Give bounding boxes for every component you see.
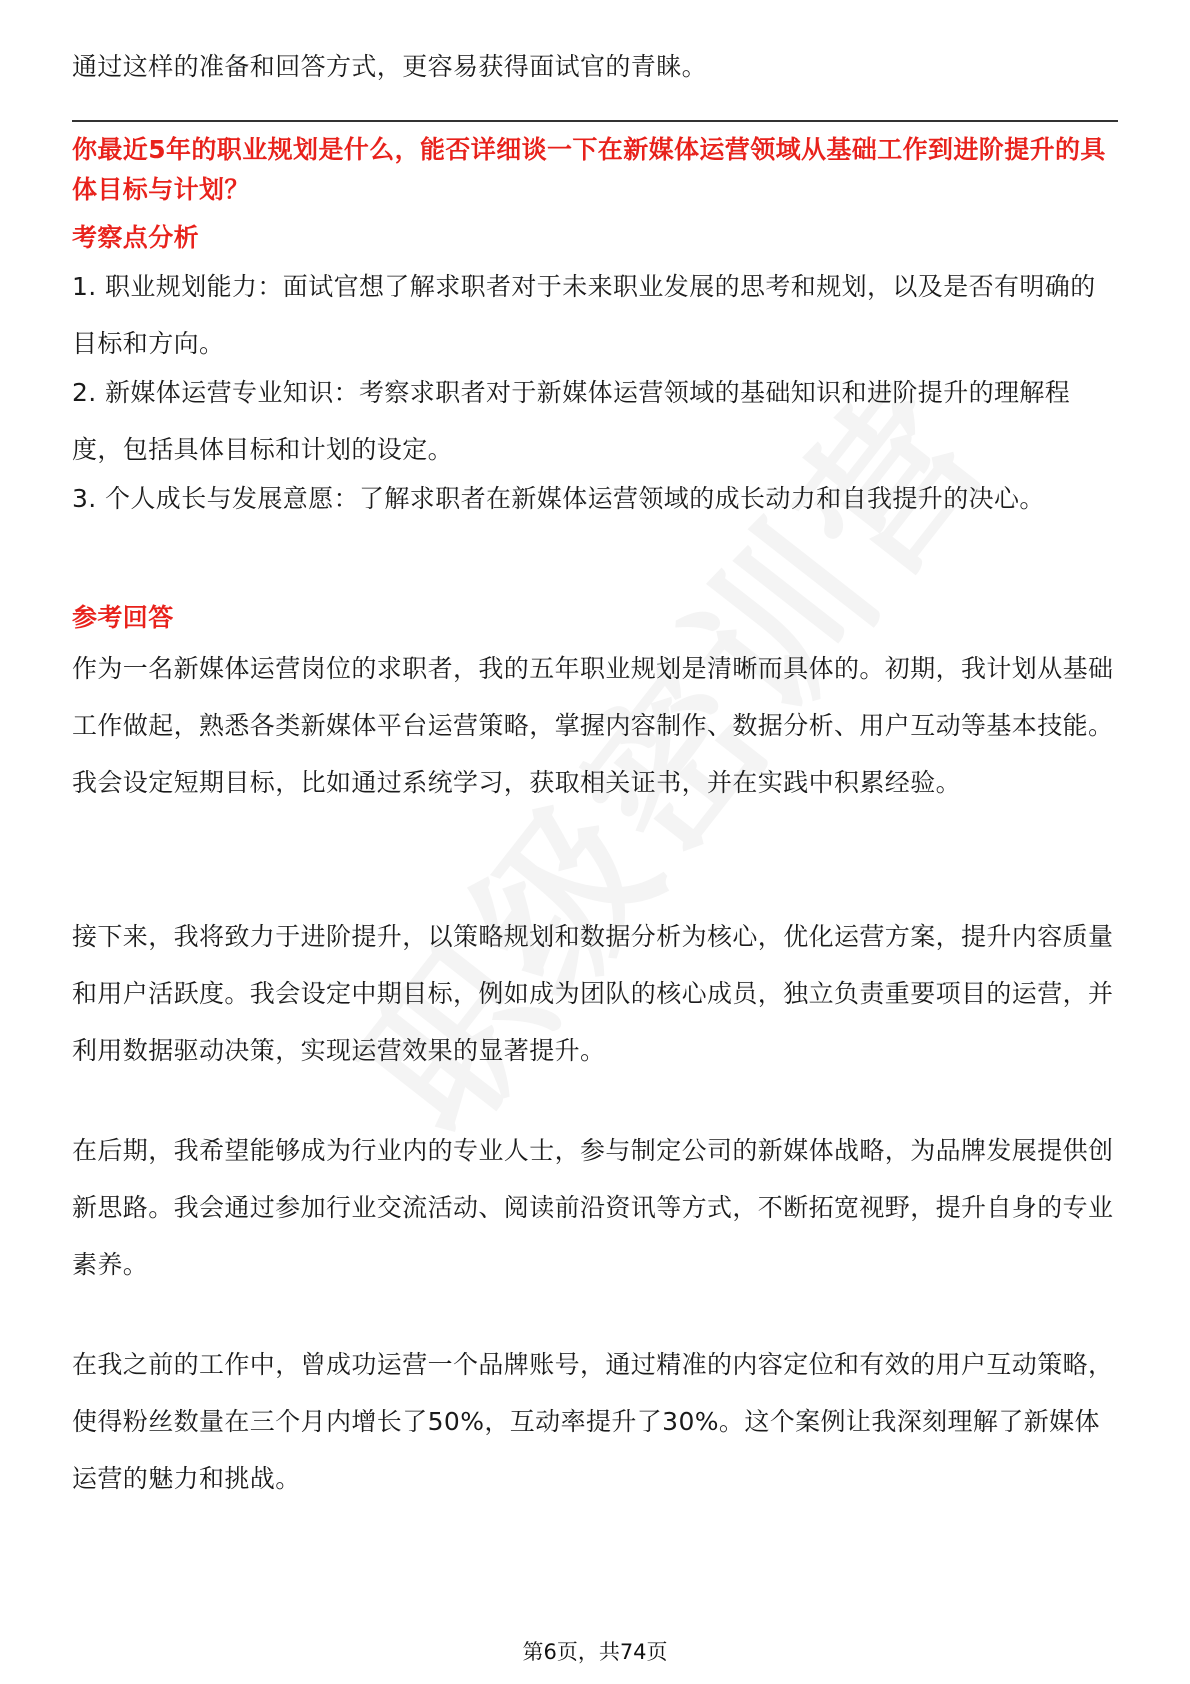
interview-question: 你最近5年的职业规划是什么，能否详细谈一下在新媒体运营领域从基础工作到进阶提升的具体目标与计划？	[72, 135, 1106, 204]
intro-tail-paragraph: 通过这样的准备和回答方式，更容易获得面试官的青睐。	[72, 52, 708, 81]
answer-paragraph-2: 接下来，我将致力于进阶提升，以策略规划和数据分析为核心，优化运营方案，提升内容质量和用户活跃度。我会设定中期目标，例如成为团队的核心成员，独立负责重要项目的运营，并利用数据驱动决策，实现运营效果的显著提升。	[72, 922, 1114, 1065]
answer-paragraph-4: 在我之前的工作中，曾成功运营一个品牌账号，通过精准的内容定位和有效的用户互动策略，使得粉丝数量在三个月内增长了50%，互动率提升了30%。这个案例让我深刻理解了新媒体运营的魅力和挑战。	[72, 1350, 1114, 1493]
analysis-point-2: 2. 新媒体运营专业知识：考察求职者对于新媒体运营领域的基础知识和进阶提升的理解程度，包括具体目标和计划的设定。	[72, 378, 1071, 464]
page-footer: 第6页，共74页	[522, 1640, 668, 1664]
document-page	[72, 0, 1118, 1684]
answer-paragraph-1: 作为一名新媒体运营岗位的求职者，我的五年职业规划是清晰而具体的。初期，我计划从基础工作做起，熟悉各类新媒体平台运营策略，掌握内容制作、数据分析、用户互动等基本技能。我会设定短期目标，比如通过系统学习，获取相关证书，并在实践中积累经验。	[72, 654, 1114, 797]
analysis-heading: 考察点分析	[72, 223, 200, 252]
section-divider	[72, 120, 1118, 122]
analysis-point-3: 3. 个人成长与发展意愿：了解求职者在新媒体运营领域的成长动力和自我提升的决心。	[72, 484, 1045, 513]
analysis-point-1: 1. 职业规划能力：面试官想了解求职者对于未来职业发展的思考和规划，以及是否有明确的目标和方向。	[72, 272, 1096, 358]
answer-paragraph-3: 在后期，我希望能够成为行业内的专业人士，参与制定公司的新媒体战略，为品牌发展提供创新思路。我会通过参加行业交流活动、阅读前沿资讯等方式，不断拓宽视野，提升自身的专业素养。	[72, 1136, 1114, 1279]
answer-heading: 参考回答	[72, 603, 174, 632]
